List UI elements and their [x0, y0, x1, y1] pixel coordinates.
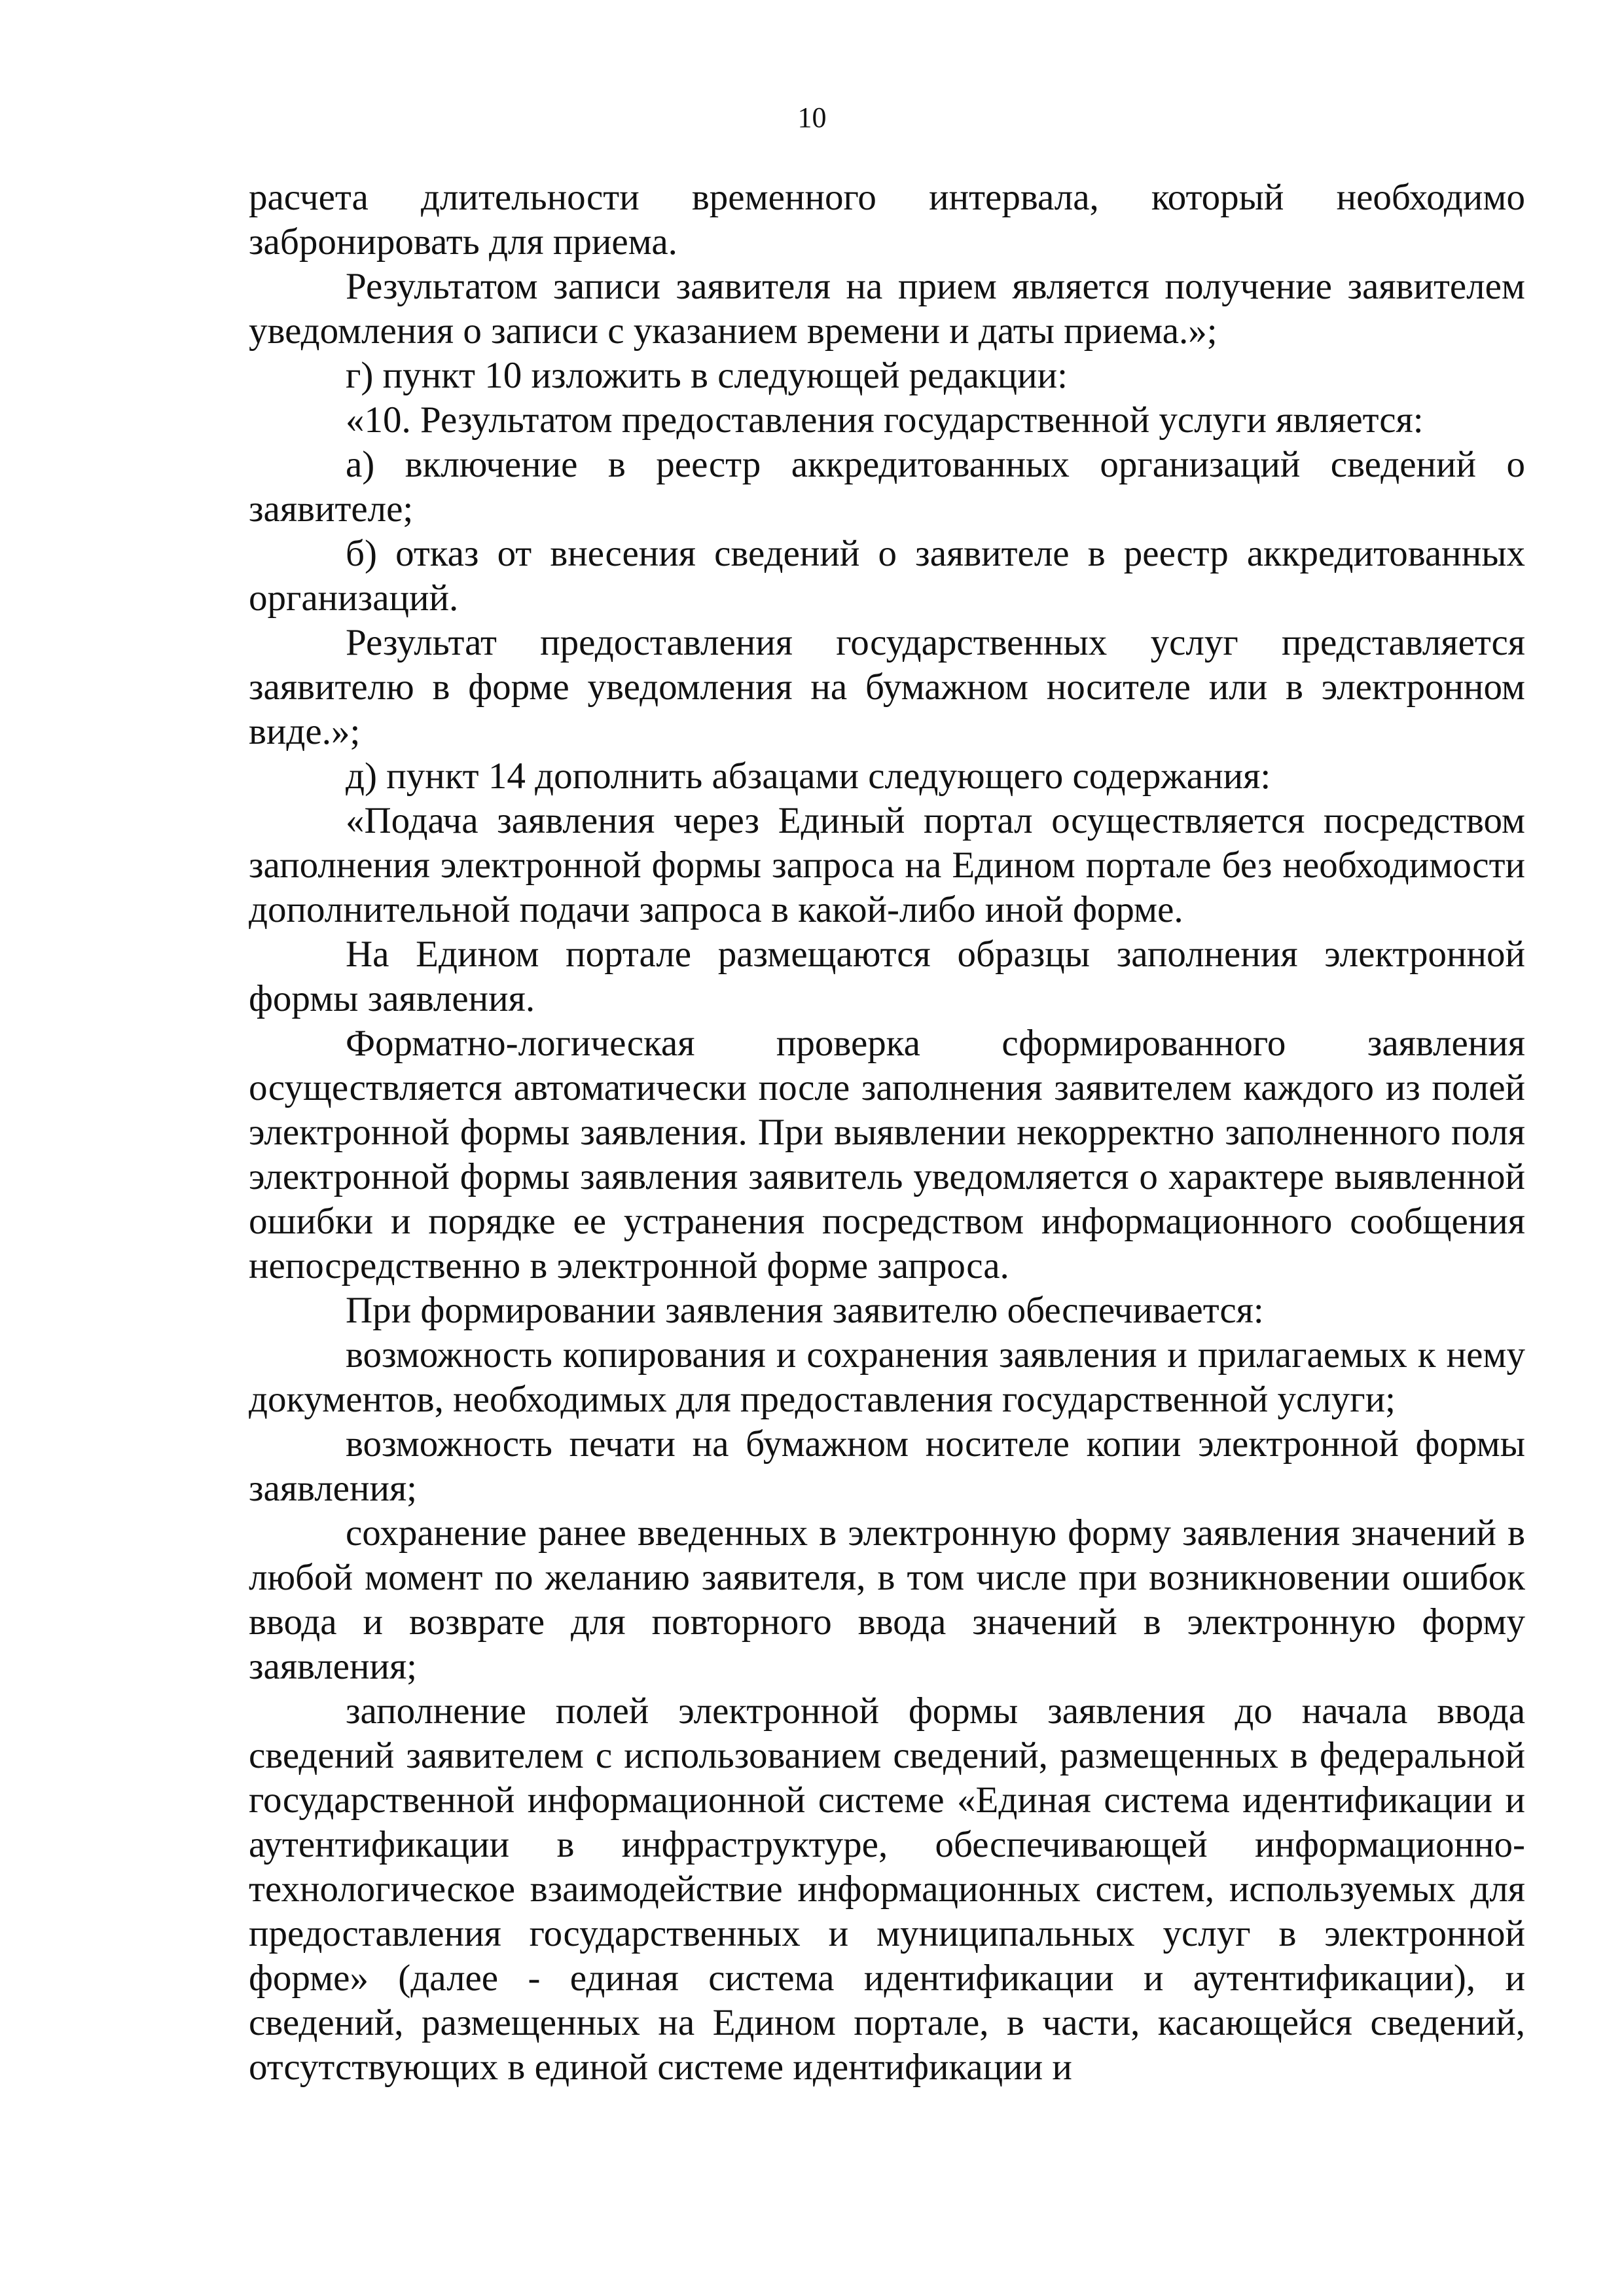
document-body	[249, 175, 1525, 2090]
paragraph: Форматно-логическая проверка сформированного заявления осуществляется автоматически после заполнения заявителем каждого из полей электронной формы заявления. При выявлении некорректно заполненного поля электронной формы заявления заявитель уведомляется о характере выявленной ошибки и порядке ее устранения посредством информационного сообщения непосредственно в электронной форме запроса.	[249, 1023, 1525, 1286]
paragraph: возможность копирования и сохранения заявления и прилагаемых к нему документов, необходимых для предоставления государственной услуги;	[249, 1334, 1525, 1420]
paragraph: заполнение полей электронной формы заявления до начала ввода сведений заявителем с использованием сведений, размещенных в федеральной государственной информационной системе «Единая система идентификации и аутентификации в инфраструктуре, обеспечивающей информационно-технологическое взаимодействие информационных систем, используемых для предоставления государственных и муниципальных услуг в электронной форме» (далее - единая система идентификации и аутентификации), и сведений, размещенных на Едином портале, в части, касающейся сведений, отсутствующих в единой системе идентификации и	[249, 1690, 1525, 2088]
paragraph: сохранение ранее введенных в электронную форму заявления значений в любой момент по желанию заявителя, в том числе при возникновении ошибок ввода и возврате для повторного ввода значений в электронную форму заявления;	[249, 1512, 1525, 1687]
paragraph: На Едином портале размещаются образцы заполнения электронной формы заявления.	[249, 934, 1525, 1019]
paragraph: Результат предоставления государственных услуг представляется заявителю в форме уведомления на бумажном носителе или в электронном виде.»;	[249, 622, 1525, 752]
paragraph: а) включение в реестр аккредитованных организаций сведений о заявителе;	[249, 444, 1525, 530]
page-number: 10	[797, 101, 827, 134]
paragraph: б) отказ от внесения сведений о заявителе в реестр аккредитованных организаций.	[249, 533, 1525, 619]
paragraph: Результатом записи заявителя на прием является получение заявителем уведомления о записи с указанием времени и даты приема.»;	[249, 266, 1525, 352]
paragraph: «Подача заявления через Единый портал осуществляется посредством заполнения электронной формы запроса на Едином портале без необходимости дополнительной подачи запроса в какой-либо иной форме.	[249, 800, 1525, 930]
paragraph: г) пункт 10 изложить в следующей редакции:	[346, 355, 1068, 396]
paragraph: При формировании заявления заявителю обеспечивается:	[346, 1290, 1264, 1331]
paragraph-continuation: расчета длительности временного интервала, который необходимо забронировать для приема.	[249, 177, 1525, 263]
paragraph: «10. Результатом предоставления государственной услуги является:	[346, 399, 1424, 441]
paragraph: возможность печати на бумажном носителе копии электронной формы заявления;	[249, 1423, 1525, 1509]
paragraph: д) пункт 14 дополнить абзацами следующего содержания:	[346, 756, 1271, 797]
